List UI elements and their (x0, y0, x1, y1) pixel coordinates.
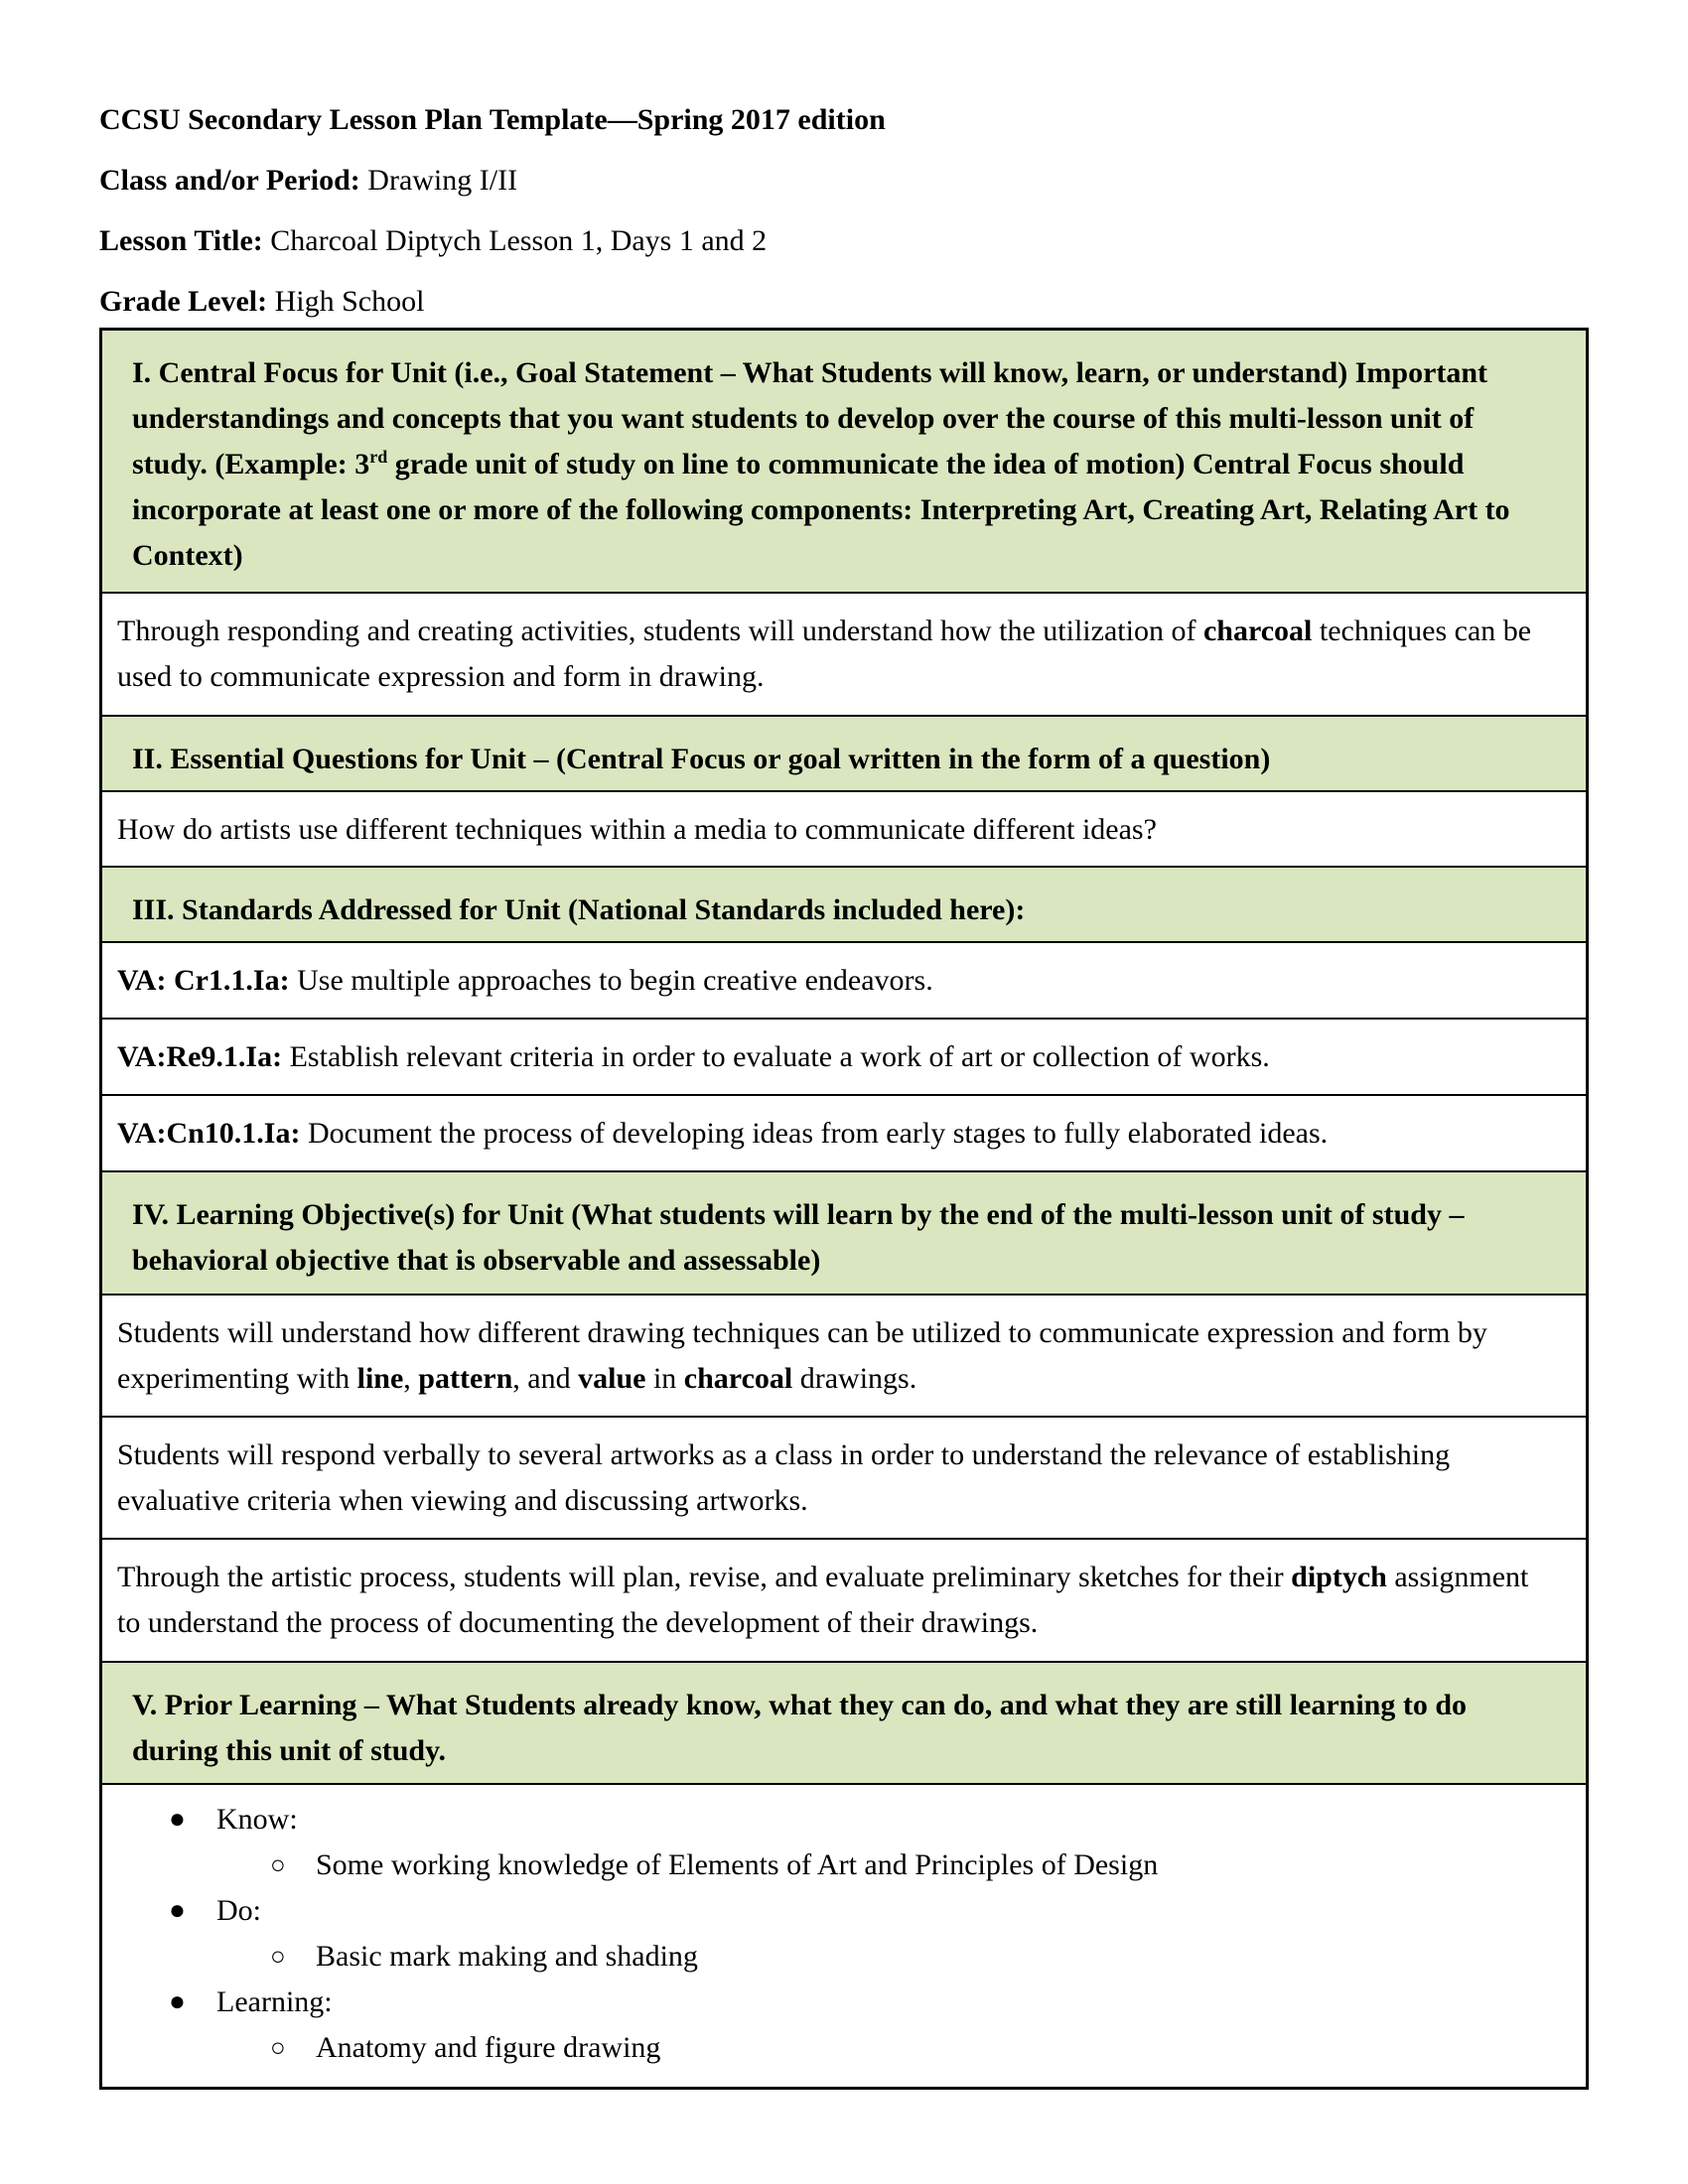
learning-objective: Students will respond verbally to several artworks as a class in order to understand the relevance of establishing evaluative criteria when viewing and discussing artworks. (102, 1416, 1586, 1538)
list-item: ○ Basic mark making and shading (117, 1934, 1536, 1979)
standard-item: VA:Cn10.1.Ia: Document the process of developing ideas from early stages to fully elaborated ideas. (102, 1094, 1586, 1170)
essential-questions-heading: II. Essential Questions for Unit – (Central Focus or goal written in the form of a question) (102, 715, 1586, 790)
standard-item: VA: Cr1.1.Ia: Use multiple approaches to begin creative endeavors. (102, 941, 1586, 1018)
document-title: CCSU Secondary Lesson Plan Template—Spring 2017 edition (99, 103, 886, 136)
list-item: ○ Anatomy and figure drawing (117, 2025, 1536, 2071)
list-item: ● Learning: (117, 1979, 1536, 2025)
learning-objectives-heading: IV. Learning Objective(s) for Unit (What students will learn by the end of the multi-lesson unit of study – behavioral objective that is observable and assessable) (102, 1170, 1586, 1294)
lesson-plan-table (99, 328, 1589, 2090)
list-item: ● Know: (117, 1797, 1536, 1843)
prior-learning-list (117, 1797, 1536, 2071)
central-focus-body: Through responding and creating activities, students will understand how the utilization of charcoal techniques can be used to communicate expression and form in drawing. (102, 592, 1586, 715)
standard-code: VA:Cn10.1.Ia: (117, 1117, 301, 1150)
learning-objective: Students will understand how different drawing techniques can be utilized to communicate expression and form by experimenting with line, pattern, and value in charcoal drawings. (102, 1294, 1586, 1416)
lesson-title-value: Charcoal Diptych Lesson 1, Days 1 and 2 (270, 224, 768, 257)
standard-code: VA: Cr1.1.Ia: (117, 964, 290, 997)
list-item: ● Do: (117, 1888, 1536, 1934)
grade-level-value: High School (274, 285, 425, 318)
learning-objective: Through the artistic process, students will plan, revise, and evaluate preliminary sketches for their diptych assignment to understand the process of documenting the development of their drawings. (102, 1538, 1586, 1661)
standard-item: VA:Re9.1.Ia: Establish relevant criteria in order to evaluate a work of art or collection of works. (102, 1018, 1586, 1094)
standard-code: VA:Re9.1.Ia: (117, 1040, 283, 1073)
grade-level-label: Grade Level: (99, 285, 268, 318)
circle-bullet-icon: ○ (270, 1942, 286, 1971)
lesson-title-line (99, 223, 767, 259)
class-period-label: Class and/or Period: (99, 164, 360, 197)
class-period-value: Drawing I/II (367, 164, 518, 197)
grade-level-line (99, 284, 424, 320)
class-period-line (99, 163, 517, 199)
circle-bullet-icon: ○ (270, 1850, 286, 1879)
essential-questions-body: How do artists use different techniques within a media to communicate different ideas? (102, 790, 1586, 866)
prior-learning-heading: V. Prior Learning – What Students already know, what they can do, and what they are still learning to do during this unit of study. (102, 1661, 1586, 1783)
circle-bullet-icon: ○ (270, 2033, 286, 2062)
prior-learning-body (102, 1783, 1586, 2087)
bullet-icon: ● (169, 1804, 186, 1835)
bullet-icon: ● (169, 1986, 186, 2017)
central-focus-heading: I. Central Focus for Unit (i.e., Goal Statement – What Students will know, learn, or understand) Important understandings and concepts that you want students to develop over the course of this multi-lesson unit of study. (Example: 3rd grade unit of study on line to communicate the idea of motion) Central Focus should incorporate at least one or more of the following components: Interpreting Art, Creating Art, Relating Art to Context) (102, 331, 1586, 592)
lesson-title-label: Lesson Title: (99, 224, 263, 257)
standards-heading: III. Standards Addressed for Unit (National Standards included here): (102, 866, 1586, 941)
list-item: ○ Some working knowledge of Elements of Art and Principles of Design (117, 1843, 1536, 1888)
bullet-icon: ● (169, 1895, 186, 1926)
